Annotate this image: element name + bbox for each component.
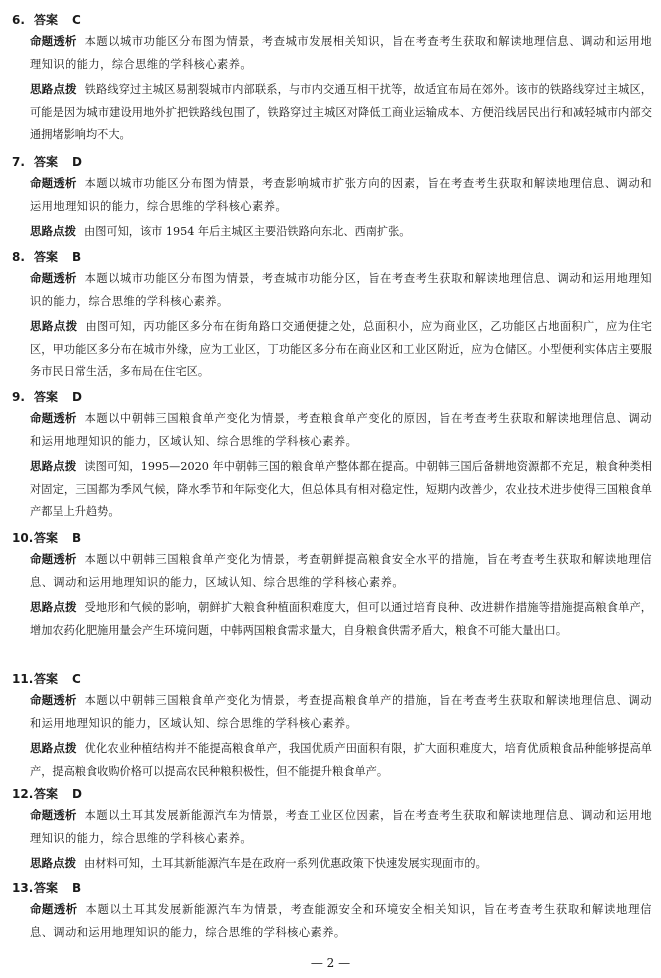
intent-text: 本题以土耳其发展新能源汽车为情景，考查工业区位因素，旨在考查考生获取和解读地理信息、调动和运用地理知识的能力，综合思维的学科核心素养。	[30, 809, 653, 845]
question-number: 9.	[12, 390, 25, 404]
hint-label: 思路点拨	[30, 459, 77, 473]
hint-paragraph	[30, 78, 652, 147]
hint-text: 优化农业种植结构并不能提高粮食单产，我国优质产田面积有限，扩大面积难度大，培育优质粮食品种能够提高单产，提高粮食收购价格可以提高农民种粮积极性，但不能提升粮食单产。	[30, 742, 652, 778]
question-header	[12, 786, 652, 802]
answer-label: 答案	[34, 881, 59, 895]
hint-text: 由图可知，该市 1954 年后主城区主要沿铁路向东北、西南扩张。	[84, 225, 411, 238]
intent-text: 本题以中朝韩三国粮食单产变化为情景，考查粮食单产变化的原因，旨在考查考生获取和解读地理信息、调动和运用地理知识的能力，区域认知、综合思维的学科核心素养。	[30, 412, 653, 448]
hint-paragraph	[30, 220, 652, 244]
question-10	[12, 530, 652, 642]
hint-text: 铁路线穿过主城区易割裂城市内部联系，与市内交通互相干扰等，故适宜布局在郊外。该市的铁路线穿过主城区，可能是因为城市建设用地外扩把铁路线包围了，铁路穿过主城区对降低工商业运输成本、方便沿线居民出行和减轻城市内部交通拥堵影响均不大。	[30, 83, 652, 141]
intent-paragraph	[30, 30, 652, 76]
question-header	[12, 154, 652, 170]
question-number: 11.	[12, 672, 34, 686]
intent-label: 命题透析	[30, 693, 77, 707]
hint-label: 思路点拨	[30, 856, 76, 870]
hint-label: 思路点拨	[30, 224, 76, 238]
intent-label: 命题透析	[30, 176, 77, 190]
hint-paragraph	[30, 737, 652, 783]
question-number: 10.	[12, 531, 34, 545]
answer-label: 答案	[34, 787, 59, 801]
question-header	[12, 249, 652, 265]
answer-label: 答案	[34, 672, 59, 686]
question-13	[12, 880, 652, 944]
intent-label: 命题透析	[30, 411, 77, 425]
question-number: 6.	[12, 13, 25, 27]
question-header	[12, 530, 652, 546]
intent-paragraph	[30, 407, 652, 453]
intent-label: 命题透析	[30, 808, 77, 822]
question-8	[12, 249, 652, 384]
question-6	[12, 12, 652, 147]
question-7	[12, 154, 652, 244]
answer-value: C	[72, 672, 81, 686]
hint-paragraph	[30, 852, 652, 876]
question-header	[12, 671, 652, 687]
hint-label: 思路点拨	[30, 600, 77, 614]
intent-paragraph	[30, 898, 652, 944]
answer-label: 答案	[34, 155, 59, 169]
intent-paragraph	[30, 689, 652, 735]
answer-value: D	[72, 155, 82, 169]
question-11	[12, 671, 652, 783]
question-header	[12, 389, 652, 405]
page-number: — 2 —	[310, 956, 351, 970]
intent-label: 命题透析	[30, 902, 78, 916]
question-12	[12, 786, 652, 876]
intent-paragraph	[30, 172, 652, 218]
question-header	[12, 12, 652, 28]
intent-label: 命题透析	[30, 34, 77, 48]
answer-value: C	[72, 13, 81, 27]
intent-paragraph	[30, 548, 652, 594]
question-header	[12, 880, 652, 896]
answer-value: D	[72, 390, 82, 404]
hint-text: 受地形和气候的影响，朝鲜扩大粮食种植面积难度大，但可以通过培育良种、改进耕作措施等措施提高粮食单产，增加农药化肥施用量会产生环境问题，中韩两国粮食需求量大，自身粮食供需矛盾大，粮食不可能大量出口。	[30, 601, 652, 637]
hint-paragraph	[30, 596, 652, 642]
answer-label: 答案	[34, 390, 59, 404]
intent-text: 本题以城市功能区分布图为情景，考查城市发展相关知识，旨在考查考生获取和解读地理信息、调动和运用地理知识的能力，综合思维的学科核心素养。	[30, 35, 653, 71]
hint-paragraph	[30, 315, 652, 384]
intent-text: 本题以土耳其发展新能源汽车为情景，考查能源安全和环境安全相关知识，旨在考查考生获取和解读地理信息、调动和运用地理知识的能力，综合思维的学科核心素养。	[30, 903, 652, 939]
answer-value: B	[72, 881, 82, 895]
question-number: 13.	[12, 881, 34, 895]
hint-label: 思路点拨	[30, 741, 77, 755]
intent-text: 本题以城市功能区分布图为情景，考查城市功能分区，旨在考查考生获取和解读地理信息、调动和运用地理知识的能力，综合思维的学科核心素养。	[30, 272, 653, 308]
question-9	[12, 389, 652, 524]
hint-label: 思路点拨	[30, 82, 77, 96]
hint-text: 读图可知，1995—2020 年中朝韩三国的粮食单产整体都在提高。中朝韩三国后备耕地资源都不充足，粮食种类相对固定，三国都为季风气候，降水季节和年际变化大，但总体具有相对稳定性，短期内改善少，农业技术进步使得三国粮食单产都呈上升趋势。	[30, 460, 652, 518]
intent-text: 本题以中朝韩三国粮食单产变化为情景，考查提高粮食单产的措施，旨在考查考生获取和解读地理信息、调动和运用地理知识的能力，区域认知、综合思维的学科核心素养。	[30, 694, 653, 730]
hint-label: 思路点拨	[30, 319, 78, 333]
hint-text: 由图可知，丙功能区多分布在街角路口交通便捷之处，总面积小，应为商业区，乙功能区占地面积广，应为住宅区，甲功能区多分布在城市外缘，应为工业区，丁功能区多分布在商业区和工业区附近，应为仓储区。小型便利实体店主要服务市民日常生活，多布局在住宅区。	[30, 320, 652, 378]
answer-value: B	[72, 250, 82, 264]
question-number: 8.	[12, 250, 25, 264]
hint-paragraph	[30, 455, 652, 524]
answer-value: B	[72, 531, 82, 545]
question-number: 7.	[12, 155, 25, 169]
answer-label: 答案	[34, 13, 59, 27]
question-number: 12.	[12, 787, 34, 801]
intent-label: 命题透析	[30, 552, 77, 566]
answer-value: D	[72, 787, 82, 801]
intent-paragraph	[30, 804, 652, 850]
intent-text: 本题以中朝韩三国粮食单产变化为情景，考查朝鲜提高粮食安全水平的措施，旨在考查考生获取和解读地理信息、调动和运用地理知识的能力，区域认知、综合思维的学科核心素养。	[30, 553, 653, 589]
answer-label: 答案	[34, 531, 59, 545]
intent-paragraph	[30, 267, 652, 313]
answer-label: 答案	[34, 250, 59, 264]
intent-text: 本题以城市功能区分布图为情景，考查影响城市扩张方向的因素，旨在考查考生获取和解读地理信息、调动和运用地理知识的能力，综合思维的学科核心素养。	[30, 177, 653, 213]
intent-label: 命题透析	[30, 271, 77, 285]
hint-text: 由材料可知，土耳其新能源汽车是在政府一系列优惠政策下快速发展实现面市的。	[84, 857, 487, 870]
